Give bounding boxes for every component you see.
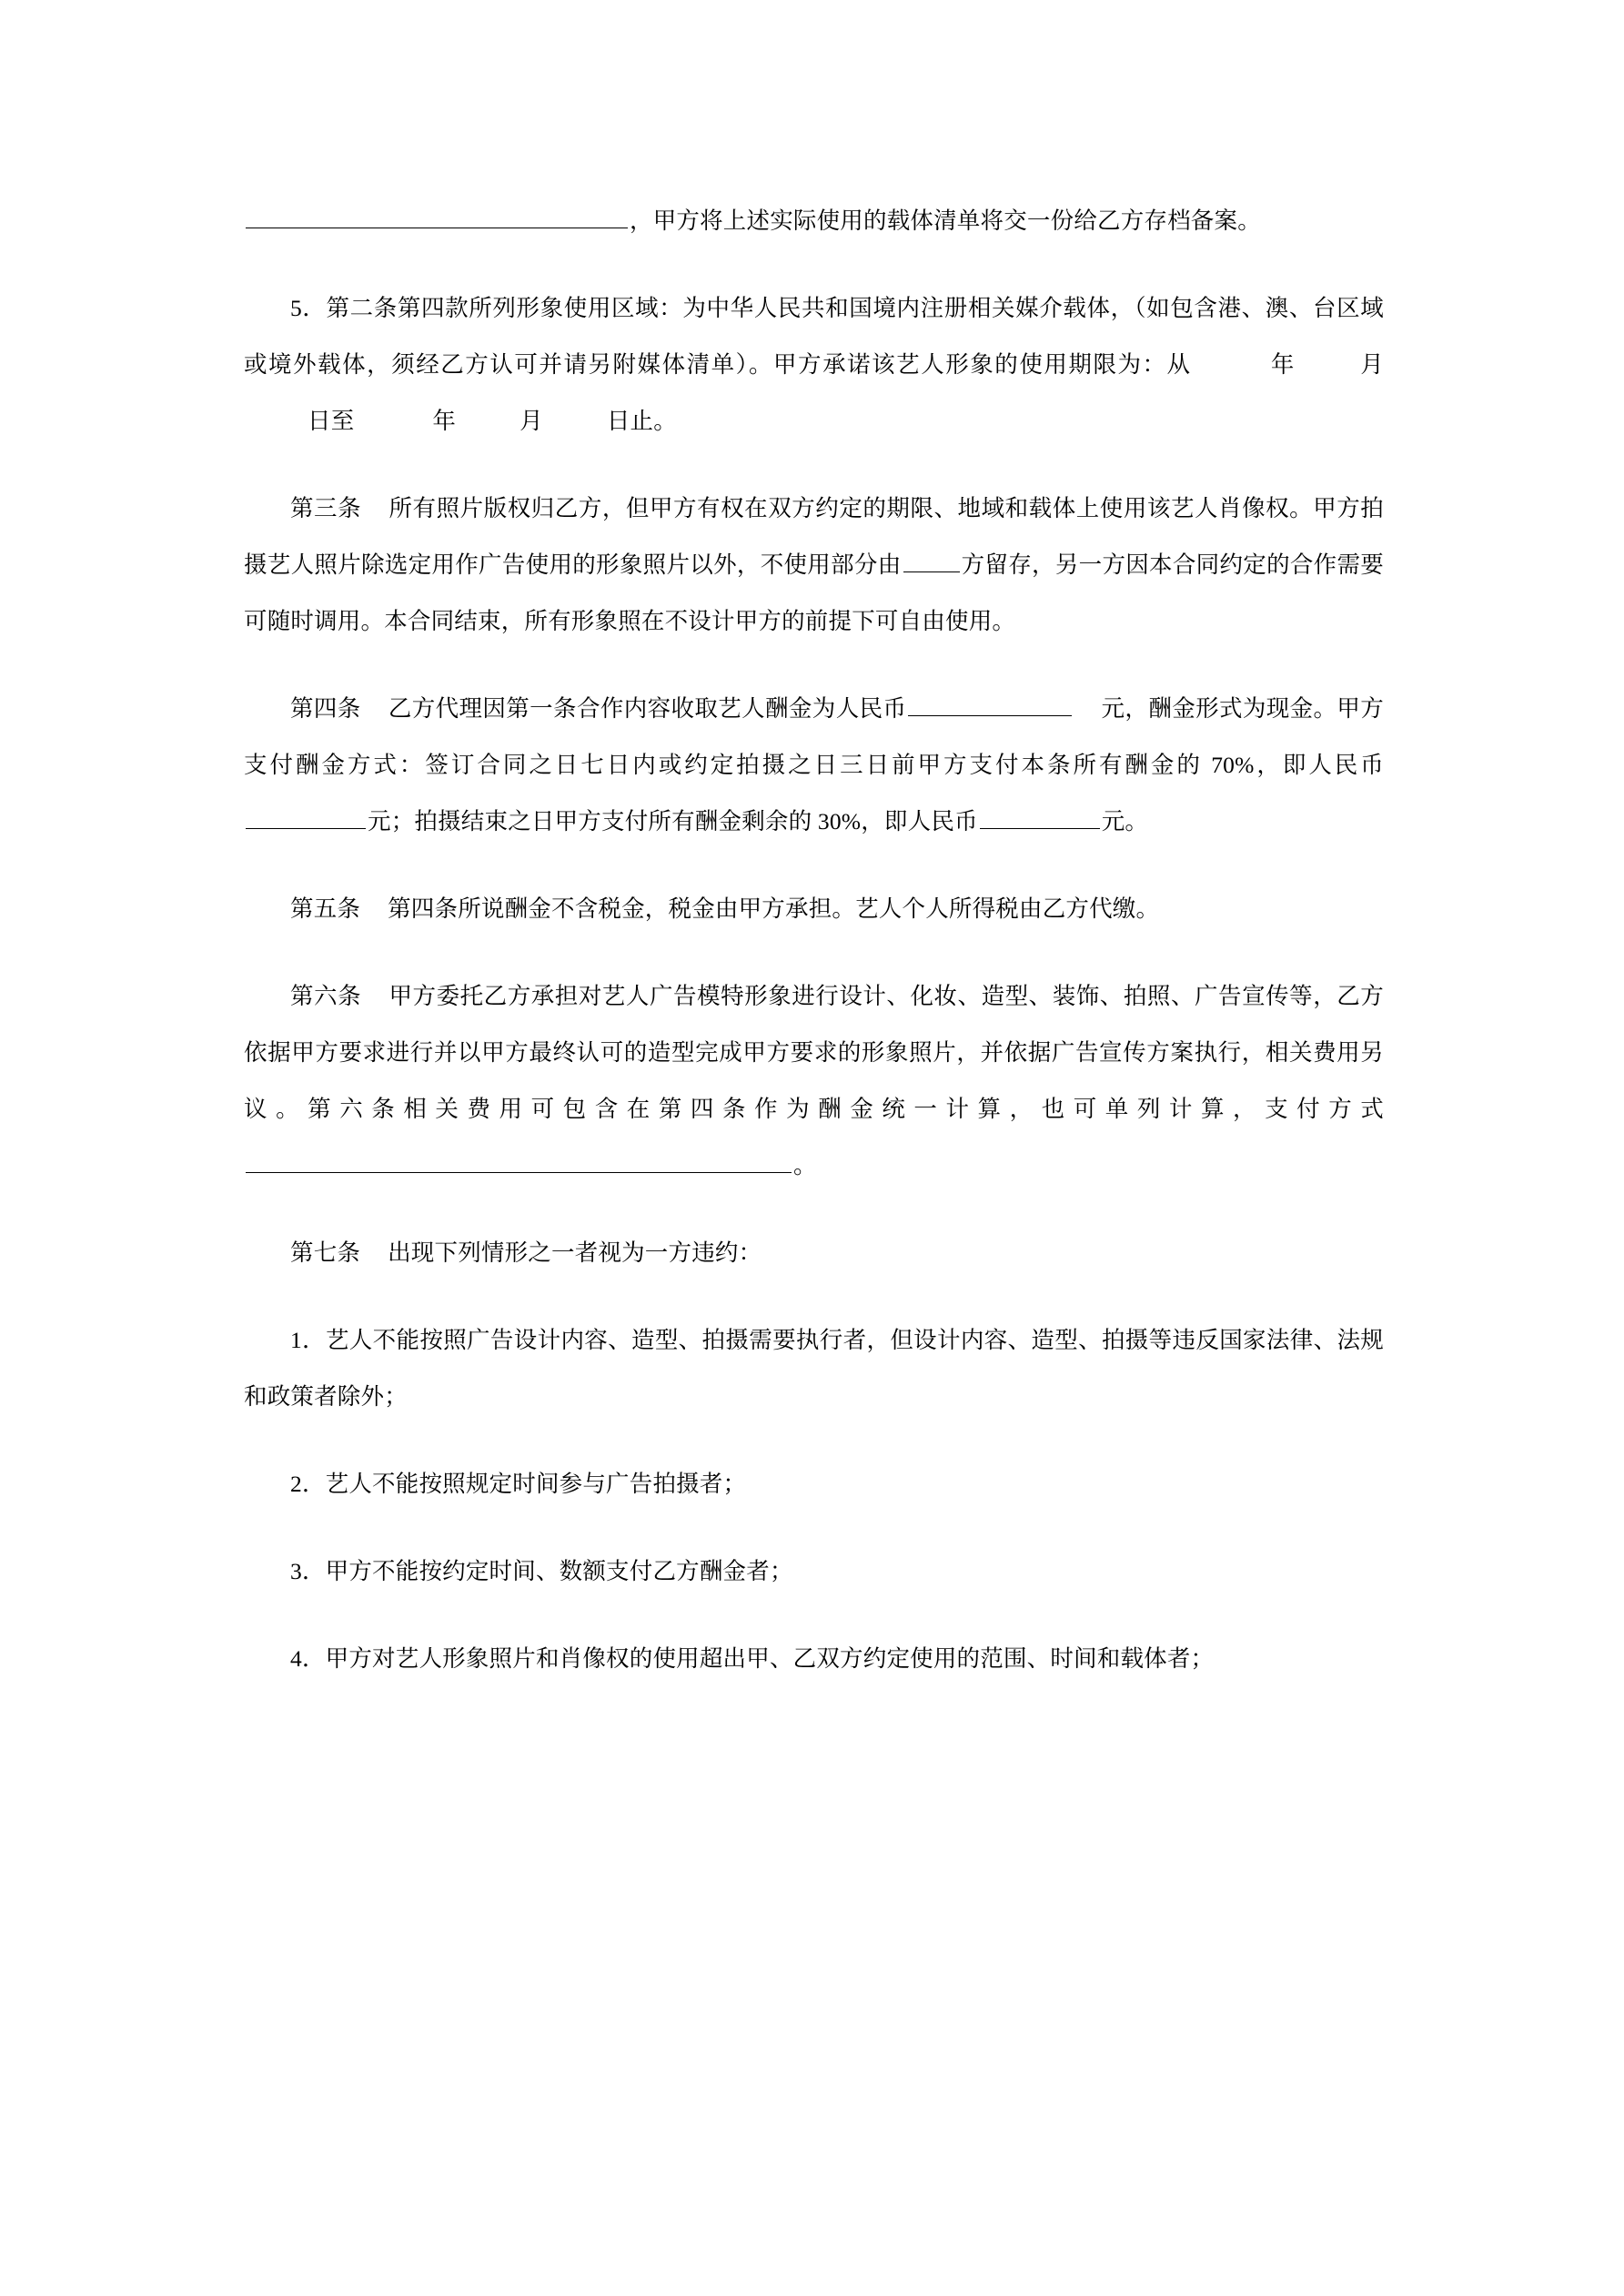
clause-article-6-text-1: 甲方委托乙方承担对艺人广告模特形象进行设计、化妆、造型、装饰、拍照、广告宣传等，乙方依据甲方要求进行并以甲方最终认可的造型完成甲方要求的形象照片，并依据广告宣传方案执行，相关费用另议。第六条相关费用可包含在第四条作为酬金统一计算，也可单列计算，支付方式 [244,983,1384,1122]
clause-article-6 [244,968,1384,1194]
clause-article-4 [244,681,1384,850]
breach-item-label: 2． [290,1471,326,1497]
fill-in-blank-carrier-list[interactable] [246,204,628,228]
clause-item-5-text: 第二条第四款所列形象使用区域：为中华人民共和国境内注册相关媒介载体，（如包含港、澳、台区域或境外载体，须经乙方认可并请另附媒体清单）。甲方承诺该艺人形象的使用期限为：从 [244,295,1384,378]
clause-article-6-heading: 第六条 [290,983,362,1009]
breach-list-item [244,1456,1384,1512]
clause-item-5-month-2: 月 [519,408,543,434]
fill-in-blank-second-payment[interactable] [980,804,1100,829]
breach-item-label: 4． [290,1645,326,1672]
clause-article-7 [244,1225,1384,1281]
breach-item-label: 3． [290,1558,326,1584]
document-body [244,193,1384,1718]
clause-item-5 [244,280,1384,450]
clause-article-3-text-1: 所有照片版权归乙方，但甲方有权在双方约定的期限、地域和载体上使用该艺人肖像权。甲方拍摄艺人照片除选定用作广告使用的形象照片以外，不使用部分由 [244,495,1384,578]
breach-item-text: 艺人不能按照广告设计内容、造型、拍摄需要执行者，但设计内容、造型、拍摄等违反国家法律、法规和政策者除外； [244,1327,1384,1410]
breach-item-text: 艺人不能按照规定时间参与广告拍摄者； [325,1471,747,1497]
fill-in-blank-first-payment[interactable] [246,804,366,829]
clause-article-4-heading: 第四条 [290,695,361,722]
fill-in-blank-payment-method[interactable] [246,1148,792,1173]
breach-list-item [244,1543,1384,1600]
clause-article-5-heading: 第五条 [290,895,361,922]
clause-item-5-day-2: 日止。 [606,408,677,434]
clause-article-5 [244,881,1384,937]
clause-article-4-text-3: 元；拍摄结束之日甲方支付所有酬金剩余的 30%，即人民币 [368,808,978,834]
top-continuation-text: ，甲方将上述实际使用的载体清单将交一份给乙方存档备案。 [630,207,1261,234]
clause-article-5-text: 第四条所说酬金不含税金，税金由甲方承担。艺人个人所得税由乙方代缴。 [388,895,1160,922]
clause-item-5-month-1: 月 [1358,351,1385,378]
clause-article-4-text-2: 元，酬金形式为现金。甲方支付酬金方式：签订合同之日七日内或约定拍摄之日三日前甲方支付本条所有酬金的 70%，即人民币 [244,695,1384,778]
clause-item-5-label: 5． [290,295,327,321]
clause-item-5-day-1: 日至 [308,408,355,434]
clause-item-5-year-2: 年 [432,408,457,434]
breach-item-text: 甲方对艺人形象照片和肖像权的使用超出甲、乙双方约定使用的范围、时间和载体者； [325,1645,1215,1672]
fill-in-blank-total-fee[interactable] [908,692,1072,716]
top-continuation-paragraph [244,193,1384,249]
breach-item-text: 甲方不能按约定时间、数额支付乙方酬金者； [325,1558,793,1584]
clause-item-5-year-1: 年 [1269,351,1296,378]
clause-article-4-text-4: 元。 [1101,808,1149,834]
clause-article-3 [244,480,1384,650]
fill-in-blank-party[interactable] [903,548,960,572]
breach-list-item [244,1312,1384,1425]
clause-article-4-text-1: 乙方代理因第一条合作内容收取艺人酬金为人民币 [388,695,907,722]
clause-article-6-text-2: 。 [793,1152,817,1178]
clause-article-3-heading: 第三条 [290,495,362,521]
breach-list-item [244,1631,1384,1687]
clause-article-3-text-2: 方留存，另一方因本合同约定的合作需要可随时调用。本合同结束，所有形象照在不设计甲方的前提下可自由使用。 [244,551,1384,634]
clause-article-7-heading: 第七条 [290,1239,361,1266]
breach-item-label: 1． [290,1327,326,1353]
clause-article-7-text: 出现下列情形之一者视为一方违约： [388,1239,762,1266]
